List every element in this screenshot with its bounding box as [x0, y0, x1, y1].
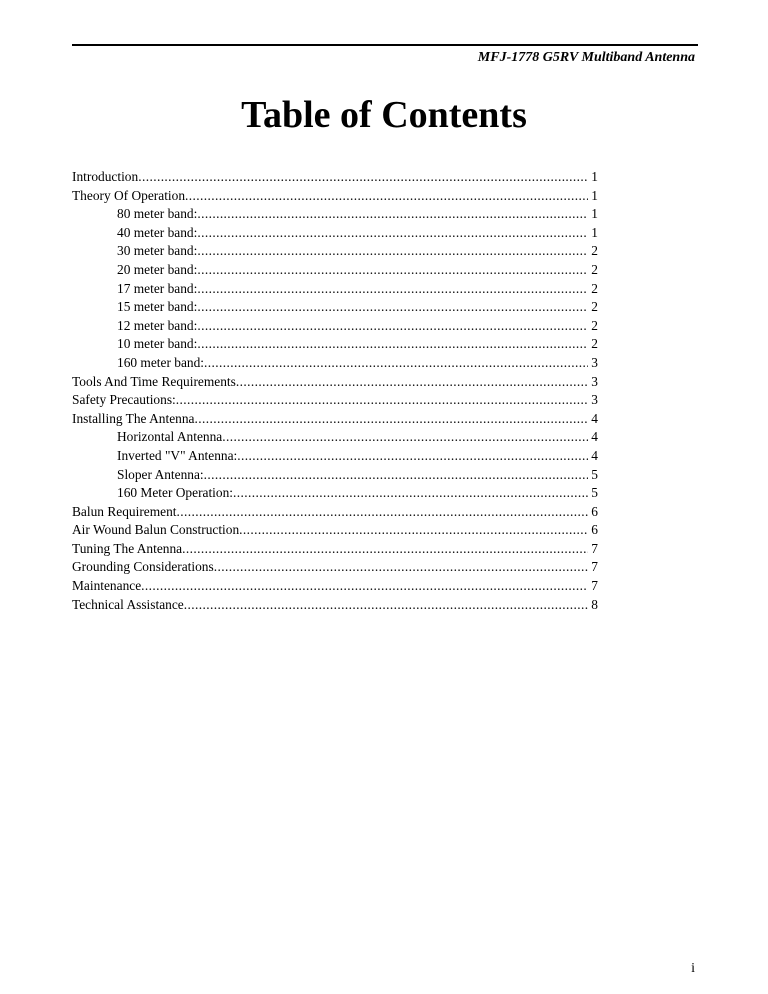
toc-entry-label: 40 meter band:: [117, 224, 198, 240]
toc-entry[interactable]: [72, 187, 598, 206]
toc-entry-page: 2: [591, 317, 598, 333]
toc-entry-page: 2: [591, 336, 598, 352]
dot-leader: [239, 521, 588, 540]
toc-entry-page: 3: [591, 373, 598, 389]
toc-subentry[interactable]: [72, 224, 598, 243]
toc-entry-label: 10 meter band:: [117, 336, 198, 352]
toc-subentry[interactable]: [72, 428, 598, 447]
toc-subentry[interactable]: [72, 354, 598, 373]
toc-entry-page: 1: [591, 187, 598, 203]
toc-entry-label: Theory Of Operation: [72, 187, 186, 203]
toc-entry-page: 3: [591, 392, 598, 408]
dot-leader: [197, 335, 588, 354]
dot-leader: [194, 410, 588, 429]
table-of-contents: [72, 168, 598, 614]
page-number: i: [691, 961, 695, 976]
toc-subentry[interactable]: [72, 280, 598, 299]
toc-entry-page: 2: [591, 243, 598, 259]
toc-entry[interactable]: [72, 540, 598, 559]
toc-entry-label: Tuning The Antenna: [72, 540, 183, 556]
dot-leader: [177, 503, 589, 522]
toc-entry[interactable]: [72, 577, 598, 596]
toc-entry-label: 30 meter band:: [117, 243, 198, 259]
dot-leader: [182, 540, 588, 559]
running-header: MFJ-1778 G5RV Multiband Antenna: [477, 50, 695, 65]
dot-leader: [197, 205, 588, 224]
toc-entry-page: 5: [591, 485, 598, 501]
dot-leader: [222, 428, 588, 447]
toc-entry[interactable]: [72, 503, 598, 522]
toc-entry-label: Technical Assistance: [72, 596, 184, 612]
toc-entry-page: 6: [591, 522, 598, 538]
toc-entry-page: 1: [591, 206, 598, 222]
toc-entry-label: Sloper Antenna:: [117, 466, 204, 482]
toc-entry-page: 6: [591, 503, 598, 519]
toc-entry-label: 160 Meter Operation:: [117, 485, 234, 501]
toc-entry-label: Maintenance: [72, 578, 142, 594]
toc-entry-label: Installing The Antenna: [72, 410, 195, 426]
dot-leader: [138, 168, 588, 187]
toc-subentry[interactable]: [72, 298, 598, 317]
toc-entry[interactable]: [72, 391, 598, 410]
toc-entry[interactable]: [72, 373, 598, 392]
dot-leader: [176, 391, 589, 410]
toc-entry[interactable]: [72, 410, 598, 429]
header-rule: [72, 44, 698, 46]
toc-entry[interactable]: [72, 596, 598, 615]
dot-leader: [197, 242, 588, 261]
toc-entry-label: 17 meter band:: [117, 280, 198, 296]
toc-entry-label: 160 meter band:: [117, 354, 205, 370]
toc-entry-label: 12 meter band:: [117, 317, 198, 333]
toc-subentry[interactable]: [72, 205, 598, 224]
toc-subentry[interactable]: [72, 447, 598, 466]
toc-entry[interactable]: [72, 521, 598, 540]
dot-leader: [204, 466, 589, 485]
toc-subentry[interactable]: [72, 484, 598, 503]
dot-leader: [197, 224, 588, 243]
dot-leader: [197, 280, 588, 299]
toc-entry-label: 80 meter band:: [117, 206, 198, 222]
toc-entry-page: 4: [591, 447, 598, 463]
toc-subentry[interactable]: [72, 317, 598, 336]
toc-entry-label: Air Wound Balun Construction: [72, 522, 240, 538]
toc-entry-page: 1: [591, 224, 598, 240]
toc-entry-label: Grounding Considerations: [72, 559, 214, 575]
toc-entry-page: 2: [591, 299, 598, 315]
toc-entry-page: 8: [591, 596, 598, 612]
dot-leader: [197, 298, 588, 317]
toc-entry-label: Balun Requirement: [72, 503, 177, 519]
toc-subentry[interactable]: [72, 261, 598, 280]
toc-entry-label: Safety Precautions:: [72, 392, 176, 408]
toc-entry-label: Tools And Time Requirements: [72, 373, 236, 389]
toc-entry[interactable]: [72, 558, 598, 577]
toc-entry-page: 1: [591, 169, 598, 184]
toc-subentry[interactable]: [72, 466, 598, 485]
toc-entry-page: 5: [591, 466, 598, 482]
toc-entry-label: 20 meter band:: [117, 261, 198, 277]
toc-entry-page: 4: [591, 429, 598, 445]
dot-leader: [185, 187, 588, 206]
dot-leader: [197, 317, 588, 336]
dot-leader: [233, 484, 588, 503]
dot-leader: [236, 373, 588, 392]
dot-leader: [237, 447, 588, 466]
toc-entry-page: 4: [591, 410, 598, 426]
toc-entry-page: 7: [591, 559, 598, 575]
dot-leader: [184, 596, 589, 615]
toc-entry-page: 3: [591, 354, 598, 370]
toc-entry-label: 15 meter band:: [117, 299, 198, 315]
toc-entry-page: 2: [591, 261, 598, 277]
dot-leader: [197, 261, 588, 280]
toc-subentry[interactable]: [72, 335, 598, 354]
toc-entry-label: Horizontal Antenna: [117, 429, 223, 445]
toc-subentry[interactable]: [72, 242, 598, 261]
toc-entry[interactable]: [72, 168, 598, 187]
toc-entry-label: Inverted "V" Antenna:: [117, 447, 238, 463]
toc-entry-label: Introduction: [72, 169, 139, 184]
toc-entry-page: 2: [591, 280, 598, 296]
dot-leader: [141, 577, 588, 596]
dot-leader: [204, 354, 588, 373]
dot-leader: [214, 558, 589, 577]
toc-entry-page: 7: [591, 540, 598, 556]
toc-entry-page: 7: [591, 578, 598, 594]
page-title: Table of Contents: [241, 94, 527, 136]
